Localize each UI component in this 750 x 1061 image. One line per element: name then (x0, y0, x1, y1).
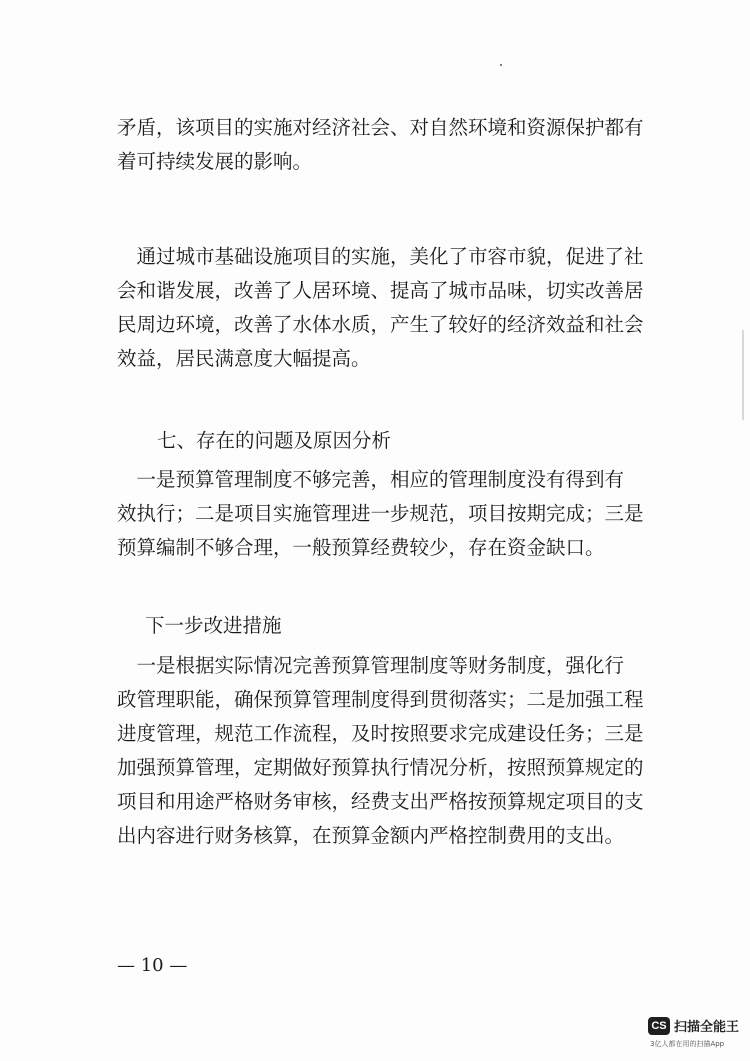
text-line: 效执行；二是项目实施管理进一步规范，项目按期完成；三是 (117, 502, 644, 525)
paragraph-impact (117, 111, 644, 179)
paragraph-measures (117, 649, 644, 853)
text-line: 通过城市基础设施项目的实施，美化了市容市貌，促进了社 (117, 245, 644, 268)
watermark-tagline: 3亿人都在用的扫描App (650, 1040, 725, 1048)
text-line: 政管理职能，确保预算管理制度得到贯彻落实；二是加强工程 (117, 688, 644, 711)
text-line: 民周边环境，改善了水体水质，产生了较好的经济效益和社会 (117, 313, 644, 336)
text-line: 项目和用途严格财务审核，经费支出严格按预算规定项目的支 (117, 790, 644, 813)
text-line: 加强预算管理，定期做好预算执行情况分析，按照预算规定的 (117, 756, 644, 779)
paragraph-benefits (117, 240, 644, 376)
scan-speck (500, 64, 502, 66)
scanner-watermark (648, 1015, 746, 1055)
scan-edge-mark (742, 330, 744, 420)
text-line: 效益，居民满意度大幅提高。 (117, 347, 371, 370)
text-line: 一是根据实际情况完善预算管理制度等财务制度，强化行 (117, 654, 625, 677)
text-line: 着可持续发展的影响。 (117, 150, 313, 173)
section-heading-problems: 七、存在的问题及原因分析 (157, 429, 392, 452)
watermark-app-name: 扫描全能王 (674, 1020, 740, 1035)
text-line: 一是预算管理制度不够完善，相应的管理制度没有得到有 (117, 468, 625, 491)
section-heading-next-steps: 下一步改进措施 (145, 614, 282, 637)
text-line: 预算编制不够合理，一般预算经费较少，存在资金缺口。 (117, 536, 605, 559)
text-line: 出内容进行财务核算，在预算金额内严格控制费用的支出。 (117, 824, 625, 847)
text-line: 会和谐发展，改善了人居环境、提高了城市品味，切实改善居 (117, 279, 644, 302)
paragraph-problems (117, 463, 644, 565)
text-line: 矛盾，该项目的实施对经济社会、对自然环境和资源保护都有 (117, 116, 644, 139)
page-number: — 10 — (117, 955, 188, 976)
camscanner-logo-icon: CS (648, 1017, 670, 1035)
text-line: 进度管理，规范工作流程，及时按照要求完成建设任务；三是 (117, 722, 644, 745)
